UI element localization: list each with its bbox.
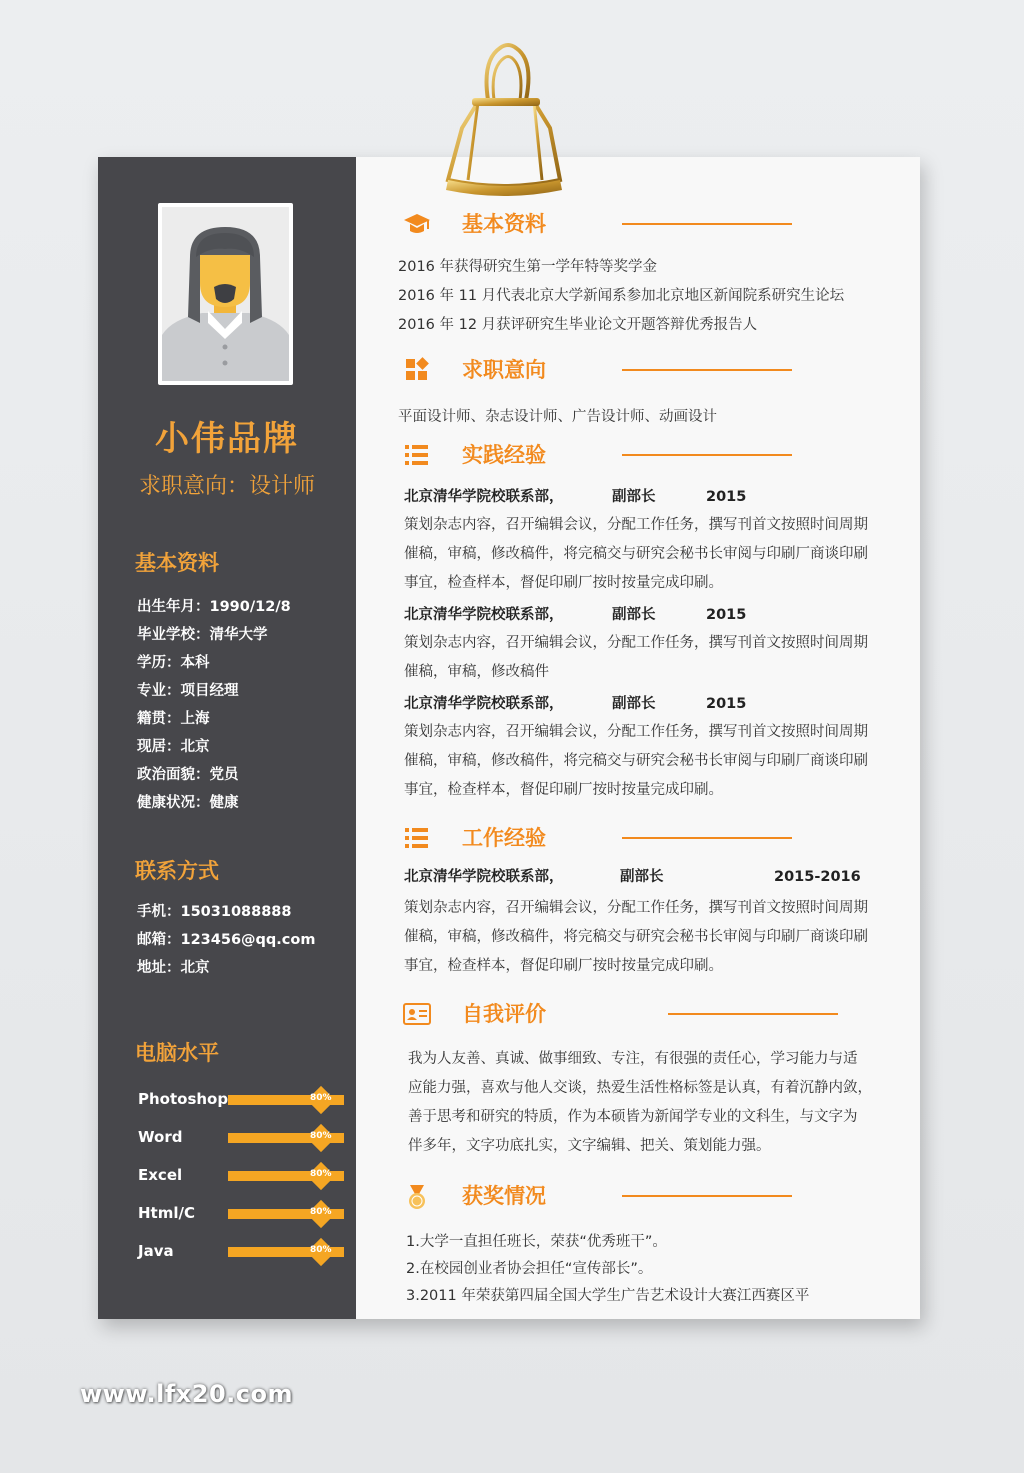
entry-year: 2015 xyxy=(706,607,747,623)
avatar xyxy=(162,207,289,381)
skill-list xyxy=(138,1083,348,1273)
section-title: 基本资料 xyxy=(462,212,546,236)
skill-name: Photoshop xyxy=(138,1090,229,1108)
side-computer-title: 电脑水平 xyxy=(135,1041,219,1065)
entry-body xyxy=(404,894,904,981)
entry-line: 策划杂志内容，召开编辑会议，分配工作任务，撰写刊首文按照时间周期 xyxy=(404,517,868,533)
list-icon xyxy=(402,825,432,851)
entry-header xyxy=(404,863,904,891)
section-practice-header xyxy=(402,440,822,470)
entry-header xyxy=(404,483,904,511)
work-entry xyxy=(404,863,904,981)
skill-name: Excel xyxy=(138,1166,183,1184)
entry-header xyxy=(404,690,904,718)
residence-item: 现居：北京 xyxy=(137,739,210,755)
section-divider xyxy=(622,1195,792,1197)
section-title: 工作经验 xyxy=(462,826,546,850)
skill-percent: 80% xyxy=(310,1169,332,1179)
section-divider xyxy=(622,454,792,456)
skill-row xyxy=(138,1159,348,1197)
birth-item: 出生年月：1990/12/8 xyxy=(137,599,291,615)
major-item: 专业：项目经理 xyxy=(137,683,239,699)
skill-name: Word xyxy=(138,1128,183,1146)
skill-row xyxy=(138,1121,348,1159)
skill-percent: 80% xyxy=(310,1207,332,1217)
entry-line: 事宜，检查样本，督促印刷厂按时按量完成印刷。 xyxy=(404,575,723,591)
watermark-text: www.lfx20.com xyxy=(80,1380,293,1408)
entry-org: 北京清华学院校联系部， xyxy=(404,489,564,505)
award-line: 1.大学一直担任班长，荣获“优秀班干”。 xyxy=(406,1234,667,1250)
basic-line: 2016 年获得研究生第一学年特等奖学金 xyxy=(398,259,658,275)
self-eval-line: 应能力强，喜欢与他人交谈，热爱生活性格标签是认真，有着沉静内敛， xyxy=(408,1080,872,1096)
entry-org: 北京清华学院校联系部， xyxy=(404,869,564,885)
school-item: 毕业学校：清华大学 xyxy=(137,627,268,643)
entry-line: 催稿，审稿，修改稿件，将完稿交与研究会秘书长审阅与印刷厂商谈印刷 xyxy=(404,929,868,945)
basic-lines xyxy=(398,253,844,340)
skill-percent: 80% xyxy=(310,1093,332,1103)
main-content xyxy=(356,157,920,1319)
skill-name: Java xyxy=(138,1242,174,1260)
entry-body xyxy=(404,629,904,687)
politics-item: 政治面貌：党员 xyxy=(137,767,239,783)
intent-text-block xyxy=(398,403,717,432)
entry-year: 2015-2016 xyxy=(774,869,861,885)
entry-line: 催稿，审稿，修改稿件，将完稿交与研究会秘书长审阅与印刷厂商谈印刷 xyxy=(404,546,868,562)
entry-line: 事宜，检查样本，督促印刷厂按时按量完成印刷。 xyxy=(404,958,723,974)
address-item: 地址：北京 xyxy=(137,960,210,976)
side-contact-title: 联系方式 xyxy=(135,859,219,883)
phone-item: 手机：15031088888 xyxy=(137,904,292,920)
email-item: 邮箱：123456@qq.com xyxy=(137,932,316,948)
basic-line: 2016 年 12 月获评研究生毕业论文开题答辩优秀报告人 xyxy=(398,317,758,333)
entry-line: 催稿，审稿，修改稿件，将完稿交与研究会秘书长审阅与印刷厂商谈印刷 xyxy=(404,753,868,769)
id-card-icon xyxy=(402,1001,432,1027)
section-title: 自我评价 xyxy=(462,1002,546,1026)
resume-paper xyxy=(98,157,920,1319)
entry-year: 2015 xyxy=(706,696,747,712)
practice-entry xyxy=(404,690,904,805)
skill-row xyxy=(138,1197,348,1235)
self-eval-line: 伴多年，文字功底扎实，文字编辑、把关、策划能力强。 xyxy=(408,1138,771,1154)
self-eval-block xyxy=(408,1045,872,1161)
entry-role: 副部长 xyxy=(612,607,656,623)
section-intent-header xyxy=(402,355,822,385)
self-eval-line: 善于思考和研究的特质，作为本硕皆为新闻学专业的文科生，与文字为 xyxy=(408,1109,858,1125)
contact-list xyxy=(137,898,315,982)
entry-line: 事宜，检查样本，督促印刷厂按时按量完成印刷。 xyxy=(404,782,723,798)
entry-line: 策划杂志内容，召开编辑会议，分配工作任务，撰写刊首文按照时间周期 xyxy=(404,724,868,740)
entry-org: 北京清华学院校联系部， xyxy=(404,696,564,712)
section-divider xyxy=(668,1013,838,1015)
basic-info-list xyxy=(137,593,291,817)
section-title: 求职意向 xyxy=(462,358,546,382)
awards-block xyxy=(406,1229,809,1310)
section-work-header xyxy=(402,823,822,853)
list-icon xyxy=(402,442,432,468)
skill-percent: 80% xyxy=(310,1131,332,1141)
entry-header xyxy=(404,601,904,629)
origin-item: 籍贯：上海 xyxy=(137,711,210,727)
self-eval-line: 我为人友善、真诚、做事细致、专注，有很强的责任心，学习能力与适 xyxy=(408,1051,858,1067)
entry-role: 副部长 xyxy=(612,489,656,505)
entry-org: 北京清华学院校联系部， xyxy=(404,607,564,623)
entry-role: 副部长 xyxy=(612,696,656,712)
practice-entry xyxy=(404,483,904,598)
person-name: 小伟品牌 xyxy=(155,419,299,459)
entry-body xyxy=(404,511,904,598)
section-title: 实践经验 xyxy=(462,443,546,467)
job-intent: 求职意向：设计师 xyxy=(138,474,315,499)
grid-icon xyxy=(402,357,432,383)
entry-line: 策划杂志内容，召开编辑会议，分配工作任务，撰写刊首文按照时间周期 xyxy=(404,635,868,651)
graduation-cap-icon xyxy=(402,211,432,237)
section-awards-header xyxy=(402,1181,822,1211)
entry-role: 副部长 xyxy=(620,869,664,885)
binder-clip-icon xyxy=(438,40,570,200)
entry-body xyxy=(404,718,904,805)
entry-line: 催稿，审稿，修改稿件 xyxy=(404,664,549,680)
entry-line: 策划杂志内容，召开编辑会议，分配工作任务，撰写刊首文按照时间周期 xyxy=(404,900,868,916)
skill-row xyxy=(138,1083,348,1121)
section-divider xyxy=(622,369,792,371)
skill-percent: 80% xyxy=(310,1245,332,1255)
avatar-illustration xyxy=(162,207,289,381)
skill-name: Html/C xyxy=(138,1204,195,1222)
photo-frame xyxy=(158,203,293,385)
section-self-header xyxy=(402,999,822,1029)
section-divider xyxy=(622,837,792,839)
award-line: 3.2011 年荣获第四届全国大学生广告艺术设计大赛江西赛区平 xyxy=(406,1288,810,1304)
skill-row xyxy=(138,1235,348,1273)
practice-entry xyxy=(404,601,904,687)
section-divider xyxy=(622,223,792,225)
health-item: 健康状况：健康 xyxy=(137,795,239,811)
award-line: 2.在校园创业者协会担任“宣传部长”。 xyxy=(406,1261,653,1277)
degree-item: 学历：本科 xyxy=(137,655,210,671)
side-basic-title: 基本资料 xyxy=(135,551,219,575)
section-title: 获奖情况 xyxy=(462,1184,546,1208)
intent-text: 平面设计师、杂志设计师、广告设计师、动画设计 xyxy=(398,409,717,425)
entry-year: 2015 xyxy=(706,489,747,505)
section-basic-header xyxy=(402,209,822,239)
practice-entries xyxy=(404,483,904,805)
medal-icon xyxy=(402,1183,432,1209)
basic-line: 2016 年 11 月代表北京大学新闻系参加北京地区新闻院系研究生论坛 xyxy=(398,288,845,304)
sidebar xyxy=(98,157,356,1319)
